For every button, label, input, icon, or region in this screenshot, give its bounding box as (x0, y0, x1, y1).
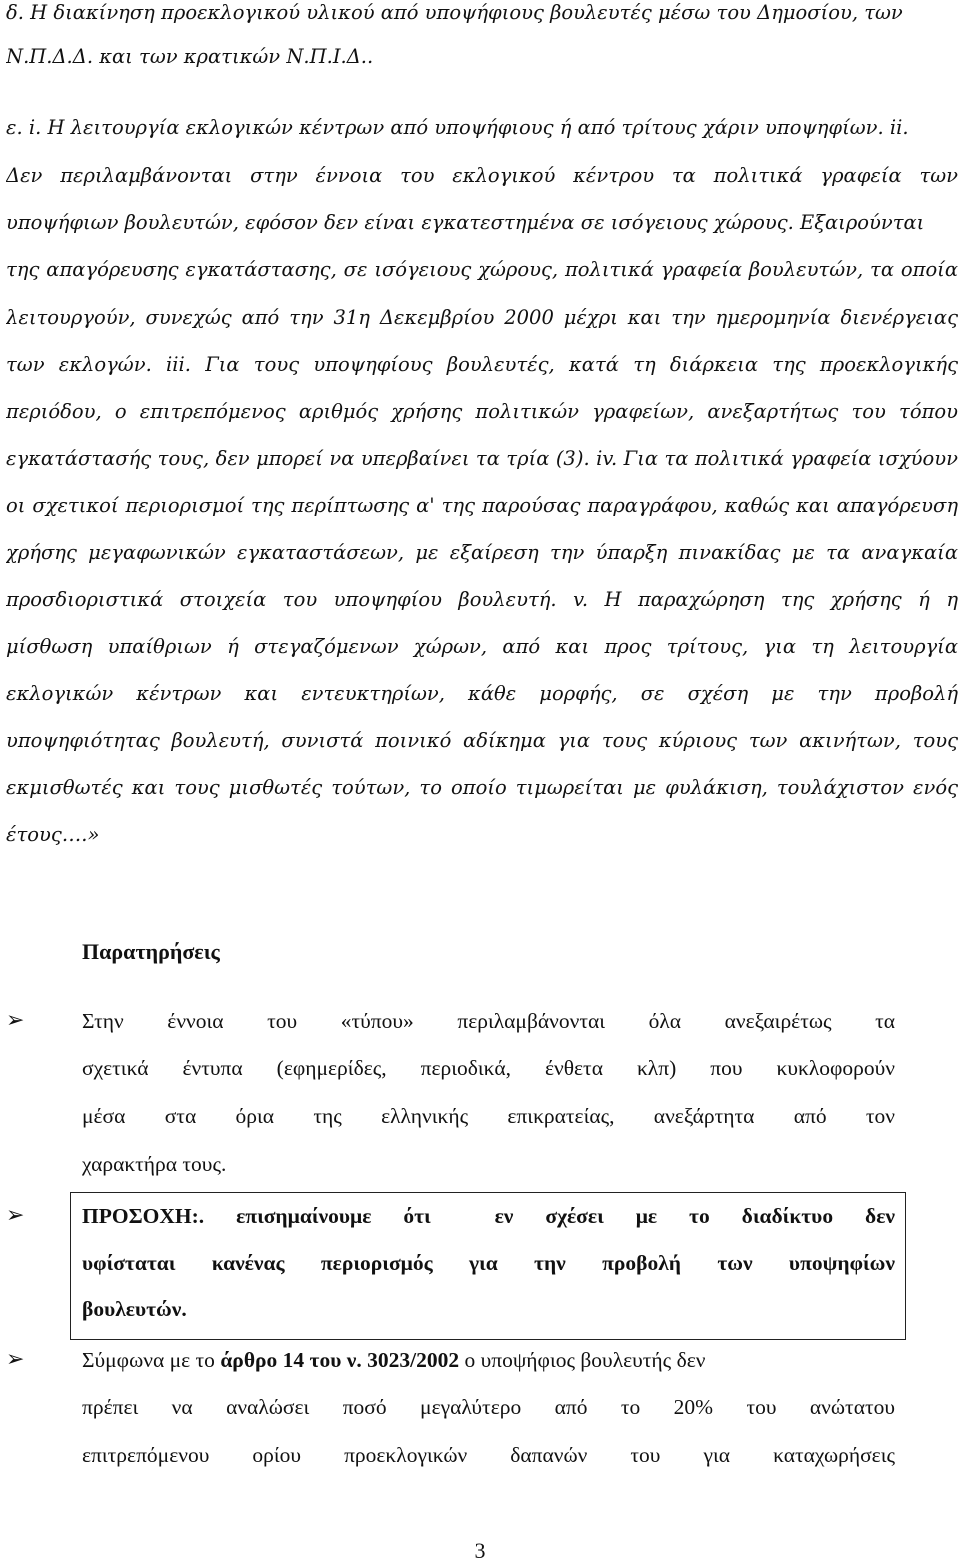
text-line: εκμισθωτές και τους μισθωτές τούτων, το οποίο τιμωρείται με φυλάκιση, τουλάχιστον ενός (6, 776, 958, 799)
bullet-line: υφίσταται κανένας περιορισμός για την προβολή των υποψηφίων (82, 1251, 895, 1275)
bullet-line: επιτρεπόμενου ορίου προεκλογικών δαπανών του για καταχωρήσεις (82, 1443, 895, 1467)
bullet-line: χαρακτήρα τους. (82, 1152, 227, 1176)
text-line: χρήσης μεγαφωνικών εγκαταστάσεων, με εξαίρεση την ύπαρξη πινακίδας με τα αναγκαία (6, 541, 958, 564)
text-line: δ. Η διακίνηση προεκλογικού υλικού από υποψήφιους βουλευτές μέσω του Δημοσίου, των (6, 1, 903, 24)
text-line: εγκατάστασής τους, δεν μπορεί να υπερβαίνει τα τρία (3). iv. Για τα πολιτικά γραφεία ισχύουν (6, 447, 958, 470)
text-line: οι σχετικοί περιορισμοί της περίπτωσης α' της παρούσας παραγράφου, καθώς και απαγόρευση (6, 494, 958, 517)
bullet-line: πρέπει να αναλώσει ποσό μεγαλύτερο από το 20% του ανώτατου (82, 1395, 895, 1419)
text-line: υποψήφιων βουλευτών, εφόσον δεν είναι εγκατεστημένα σε ισόγειους χώρους. Εξαιρούνται (6, 211, 925, 234)
text-line: Ν.Π.Δ.Δ. και των κρατικών Ν.Π.Ι.Δ.. (6, 45, 374, 68)
text-line: Δεν περιλαμβάνονται στην έννοια του εκλογικού κέντρου τα πολιτικά γραφεία των (6, 164, 958, 187)
text-line: υποψηφιότητας βουλευτή, συνιστά ποινικό αδίκημα για τους κύριους των ακινήτων, τους (6, 729, 958, 752)
bullet-line: Στην έννοια του «τύπου» περιλαμβάνονται όλα ανεξαιρέτως τα (82, 1009, 895, 1033)
text-line: έτους….» (6, 823, 100, 846)
text-line: ε. i. Η λειτουργία εκλογικών κέντρων από υποψήφιους ή από τρίτους χάριν υποψηφίων. ii. (6, 116, 909, 139)
arrow-bullet-icon: ➢ (6, 1203, 25, 1228)
text-line: προσδιοριστικά στοιχεία του υποψηφίου βουλευτή. v. Η παραχώρηση της χρήσης ή η (6, 588, 958, 611)
text-line: της απαγόρευσης εγκατάστασης, σε ισόγειους χώρους, πολιτικά γραφεία βουλευτών, τα οποία (6, 258, 958, 281)
bullet-line: μέσα στα όρια της ελληνικής επικρατείας, ανεξάρτητα από τον (82, 1104, 895, 1128)
text-span: ο υποψήφιος βουλευτής δεν (459, 1348, 706, 1372)
text-line: περιόδου, ο επιτρεπόμενος αριθμός χρήσης πολιτικών γραφείων, ανεξαρτήτως του τόπου (6, 400, 958, 423)
section-heading: Παρατηρήσεις (82, 939, 220, 964)
page-number: 3 (474, 1538, 486, 1563)
text-line: εκλογικών κέντρων και εντευκτηρίων, κάθε μορφής, σε σχέση με την προβολή (6, 682, 958, 705)
arrow-bullet-icon: ➢ (6, 1347, 25, 1372)
bullet-line: βουλευτών. (82, 1297, 187, 1321)
bullet-line (82, 1344, 895, 1376)
law-reference: άρθρο 14 του ν. 3023/2002 (220, 1348, 460, 1372)
bullet-line: σχετικά έντυπα (εφημερίδες, περιοδικά, ένθετα κλπ) που κυκλοφορούν (82, 1056, 895, 1080)
bullet-line: ΠΡΟΣΟΧΗ:. επισημαίνουμε ότι εν σχέσει με το διαδίκτυο δεν (82, 1204, 895, 1228)
arrow-bullet-icon: ➢ (6, 1008, 25, 1033)
text-span: Σύμφωνα με το (82, 1348, 221, 1372)
text-line: μίσθωση υπαίθριων ή στεγαζόμενων χώρων, από και προς τρίτους, για τη λειτουργία (6, 635, 958, 658)
text-line: των εκλογών. iii. Για τους υποψηφίους βουλευτές, κατά τη διάρκεια της προεκλογικής (6, 353, 958, 376)
text-line: λειτουργούν, συνεχώς από την 31η Δεκεμβρίου 2000 μέχρι και την ημερομηνία διενέργειας (6, 306, 958, 329)
